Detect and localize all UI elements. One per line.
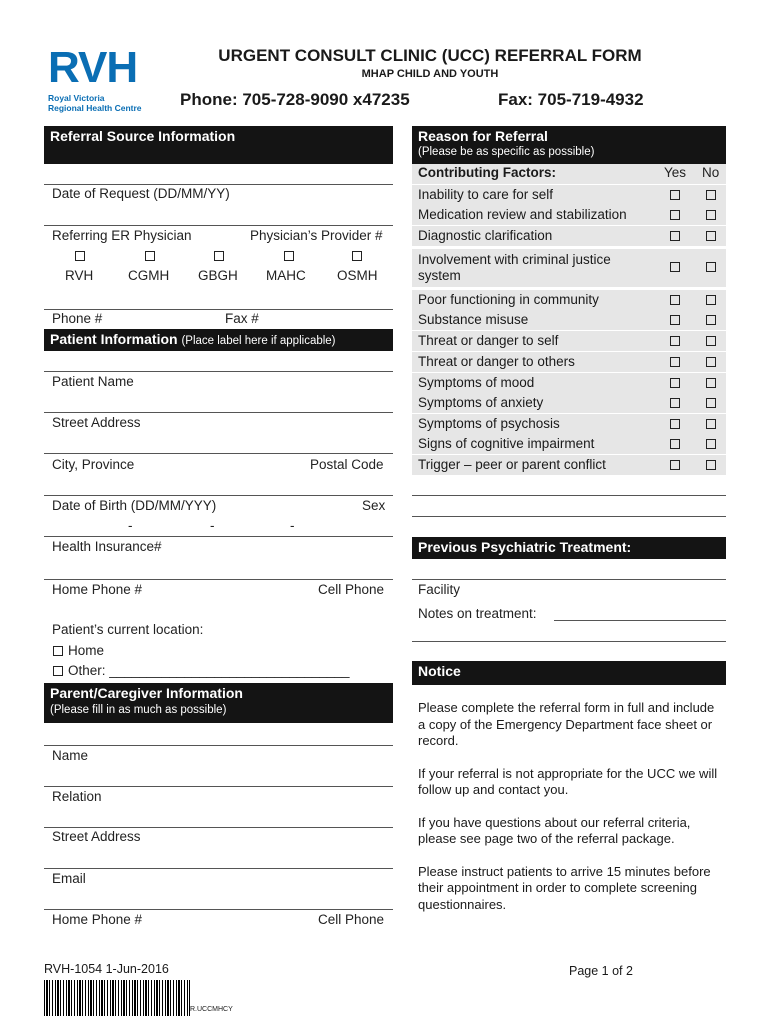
rvh-logo bbox=[48, 43, 158, 116]
parent-street-line[interactable] bbox=[44, 827, 393, 828]
reason-row bbox=[412, 226, 726, 246]
dob-dash-1: - bbox=[128, 518, 133, 533]
barcode-label: R.UCCMHCY bbox=[190, 1006, 233, 1013]
yes-header: Yes bbox=[664, 165, 687, 180]
parent-note: (Please fill in as much as possible) bbox=[50, 704, 227, 716]
hospital-cgmh: CGMH bbox=[128, 268, 170, 283]
referral-source-heading-text: Referral Source Information bbox=[50, 128, 236, 144]
no-header: No bbox=[702, 165, 720, 180]
reason-yes-checkbox[interactable] bbox=[670, 378, 680, 388]
reason-no-checkbox[interactable] bbox=[706, 231, 716, 241]
reason-notes-line-1[interactable] bbox=[412, 495, 726, 496]
email-label: Email bbox=[52, 871, 86, 886]
physician-label: Referring ER Physician bbox=[52, 228, 192, 243]
reason-no-checkbox[interactable] bbox=[706, 210, 716, 220]
reason-row bbox=[412, 249, 726, 287]
reason-row bbox=[412, 290, 726, 310]
reason-label: Signs of cognitive impairment bbox=[418, 436, 595, 451]
reason-row bbox=[412, 434, 726, 454]
referral-source-heading bbox=[44, 126, 393, 164]
reason-yes-checkbox[interactable] bbox=[670, 398, 680, 408]
reason-label: Substance misuse bbox=[418, 312, 529, 327]
reason-yes-checkbox[interactable] bbox=[670, 336, 680, 346]
patient-name-line[interactable] bbox=[44, 371, 393, 372]
previous-heading-text: Previous Psychiatric Treatment: bbox=[418, 539, 632, 555]
form-subtitle: MHAP CHILD AND YOUTH bbox=[361, 68, 499, 80]
parent-cell-label: Cell Phone bbox=[318, 912, 385, 927]
checkbox-other[interactable] bbox=[53, 666, 63, 676]
reason-yes-checkbox[interactable] bbox=[670, 231, 680, 241]
notice-paragraph: If your referral is not appropriate for the UCC we will follow up and contact you. bbox=[418, 765, 718, 797]
reason-label: Symptoms of anxiety bbox=[418, 395, 544, 410]
city-line[interactable] bbox=[44, 453, 393, 454]
page-number: Page 1 of 2 bbox=[569, 964, 633, 978]
reason-heading-text: Reason for Referral bbox=[418, 128, 548, 144]
reason-label: Threat or danger to others bbox=[418, 354, 575, 369]
reason-label: Inability to care for self bbox=[418, 187, 554, 202]
notice-body bbox=[418, 700, 718, 929]
parent-phone-line[interactable] bbox=[44, 909, 393, 910]
patient-info-heading-text: Patient Information bbox=[50, 331, 178, 347]
parent-street-label: Street Address bbox=[52, 829, 141, 844]
physician-line[interactable] bbox=[44, 225, 393, 226]
checkbox-mahc[interactable] bbox=[284, 251, 294, 261]
parent-heading bbox=[44, 683, 393, 723]
dob-label: Date of Birth (DD/MM/YYY) bbox=[52, 498, 217, 513]
factors-label: Contributing Factors: bbox=[418, 165, 556, 180]
notes-label: Notes on treatment: bbox=[418, 606, 537, 621]
reason-row bbox=[412, 185, 726, 205]
dob-line[interactable] bbox=[44, 495, 393, 496]
reason-yes-checkbox[interactable] bbox=[670, 419, 680, 429]
relation-line[interactable] bbox=[44, 786, 393, 787]
form-id: RVH-1054 1-Jun-2016 bbox=[44, 962, 169, 976]
notice-heading bbox=[412, 661, 726, 685]
hospital-gbgh: GBGH bbox=[198, 268, 238, 283]
parent-name-line[interactable] bbox=[44, 745, 393, 746]
reason-yes-checkbox[interactable] bbox=[670, 295, 680, 305]
checkbox-cgmh[interactable] bbox=[145, 251, 155, 261]
reason-no-checkbox[interactable] bbox=[706, 336, 716, 346]
logo-subtitle-1: Royal Victoria bbox=[48, 93, 105, 103]
cell-phone-label: Cell Phone bbox=[318, 582, 385, 597]
reason-label: Involvement with criminal justice system bbox=[418, 252, 611, 283]
checkbox-rvh[interactable] bbox=[75, 251, 85, 261]
home-option: Home bbox=[68, 643, 105, 658]
reason-no-checkbox[interactable] bbox=[706, 460, 716, 470]
logo-subtitle-2: Regional Health Centre bbox=[48, 103, 142, 113]
logo-text: RVH bbox=[48, 43, 138, 92]
hospital-osmh: OSMH bbox=[337, 268, 378, 283]
reason-yes-checkbox[interactable] bbox=[670, 357, 680, 367]
parent-name-label: Name bbox=[52, 748, 89, 763]
reason-row bbox=[412, 352, 726, 372]
reason-row bbox=[412, 393, 726, 413]
sex-label: Sex bbox=[362, 498, 386, 513]
clinic-phone: Phone: 705-728-9090 x47235 bbox=[180, 90, 410, 109]
reason-no-checkbox[interactable] bbox=[706, 398, 716, 408]
reason-no-checkbox[interactable] bbox=[706, 315, 716, 325]
home-phone-label: Home Phone # bbox=[52, 582, 143, 597]
previous-heading bbox=[412, 537, 726, 559]
reason-label: Symptoms of mood bbox=[418, 375, 535, 390]
patient-info-note: (Place label here if applicable) bbox=[181, 335, 336, 347]
facility-line[interactable] bbox=[412, 579, 726, 580]
reason-row bbox=[412, 310, 726, 330]
checkbox-osmh[interactable] bbox=[352, 251, 362, 261]
reason-label: Symptoms of psychosis bbox=[418, 416, 560, 431]
date-line[interactable] bbox=[44, 184, 393, 185]
home-phone-line[interactable] bbox=[44, 579, 393, 580]
street-line[interactable] bbox=[44, 412, 393, 413]
reason-note: (Please be as specific as possible) bbox=[418, 146, 595, 158]
reason-row bbox=[412, 455, 726, 475]
checkbox-home[interactable] bbox=[53, 646, 63, 656]
notice-paragraph: If you have questions about our referral criteria, please see page two of the referral package. bbox=[418, 814, 691, 846]
facility-label: Facility bbox=[418, 582, 461, 597]
reason-yes-checkbox[interactable] bbox=[670, 190, 680, 200]
provider-label: Physician’s Provider # bbox=[250, 228, 383, 243]
reason-label: Medication review and stabilization bbox=[418, 207, 627, 222]
reason-notes-line-2[interactable] bbox=[412, 516, 726, 517]
notice-heading-text: Notice bbox=[418, 663, 461, 679]
reason-no-checkbox[interactable] bbox=[706, 439, 716, 449]
notes-line-1[interactable] bbox=[554, 620, 726, 621]
health-label: Health Insurance# bbox=[52, 539, 162, 554]
hospital-mahc: MAHC bbox=[266, 268, 306, 283]
checkbox-gbgh[interactable] bbox=[214, 251, 224, 261]
reason-yes-checkbox[interactable] bbox=[670, 315, 680, 325]
reason-label: Threat or danger to self bbox=[418, 333, 559, 348]
relation-label: Relation bbox=[52, 789, 102, 804]
date-label: Date of Request (DD/MM/YY) bbox=[52, 186, 230, 201]
reason-no-checkbox[interactable] bbox=[706, 378, 716, 388]
dob-dash-3: - bbox=[290, 518, 295, 533]
reason-no-checkbox[interactable] bbox=[706, 357, 716, 367]
reason-no-checkbox[interactable] bbox=[706, 419, 716, 429]
notice-paragraph: Please complete the referral form in full and include a copy of the Emergency Department face sheet or record. bbox=[418, 700, 715, 748]
reason-no-checkbox[interactable] bbox=[706, 262, 716, 272]
hospital-rvh: RVH bbox=[65, 268, 94, 283]
reason-row bbox=[412, 373, 726, 393]
notice-paragraph: Please instruct patients to arrive 15 minutes before their appointment in order to complete screening questionnaires. bbox=[418, 863, 711, 912]
patient-info-heading bbox=[44, 329, 393, 351]
referral-phone-label: Phone # bbox=[52, 311, 103, 326]
reason-row bbox=[412, 331, 726, 351]
barcode-image bbox=[44, 980, 190, 1016]
reason-yes-checkbox[interactable] bbox=[670, 460, 680, 470]
location-label: Patient’s current location: bbox=[52, 622, 204, 637]
reason-label: Poor functioning in community bbox=[418, 292, 599, 307]
reason-no-checkbox[interactable] bbox=[706, 190, 716, 200]
clinic-fax: Fax: 705-719-4932 bbox=[498, 90, 644, 109]
reason-yes-checkbox[interactable] bbox=[670, 439, 680, 449]
reason-label: Trigger – peer or parent conflict bbox=[418, 457, 606, 472]
reason-label: Diagnostic clarification bbox=[418, 228, 553, 243]
other-option: Other: ________________________________ bbox=[68, 663, 350, 678]
phone-fax-line[interactable] bbox=[44, 309, 393, 310]
form-title: URGENT CONSULT CLINIC (UCC) REFERRAL FORM bbox=[218, 46, 642, 65]
city-label: City, Province bbox=[52, 457, 135, 472]
parent-home-phone-label: Home Phone # bbox=[52, 912, 143, 927]
reason-no-checkbox[interactable] bbox=[706, 295, 716, 305]
email-line[interactable] bbox=[44, 868, 393, 869]
health-line[interactable] bbox=[44, 536, 393, 537]
reason-yes-checkbox[interactable] bbox=[670, 262, 680, 272]
patient-name-label: Patient Name bbox=[52, 374, 134, 389]
notes-line-2[interactable] bbox=[412, 641, 726, 642]
reason-row bbox=[412, 414, 726, 434]
reason-yes-checkbox[interactable] bbox=[670, 210, 680, 220]
dob-dash-2: - bbox=[210, 518, 215, 533]
referral-fax-label: Fax # bbox=[225, 311, 259, 326]
street-label: Street Address bbox=[52, 415, 141, 430]
reason-row bbox=[412, 205, 726, 225]
reason-heading bbox=[412, 126, 726, 164]
parent-heading-text: Parent/Caregiver Information bbox=[50, 685, 243, 701]
postal-label: Postal Code bbox=[310, 457, 384, 472]
